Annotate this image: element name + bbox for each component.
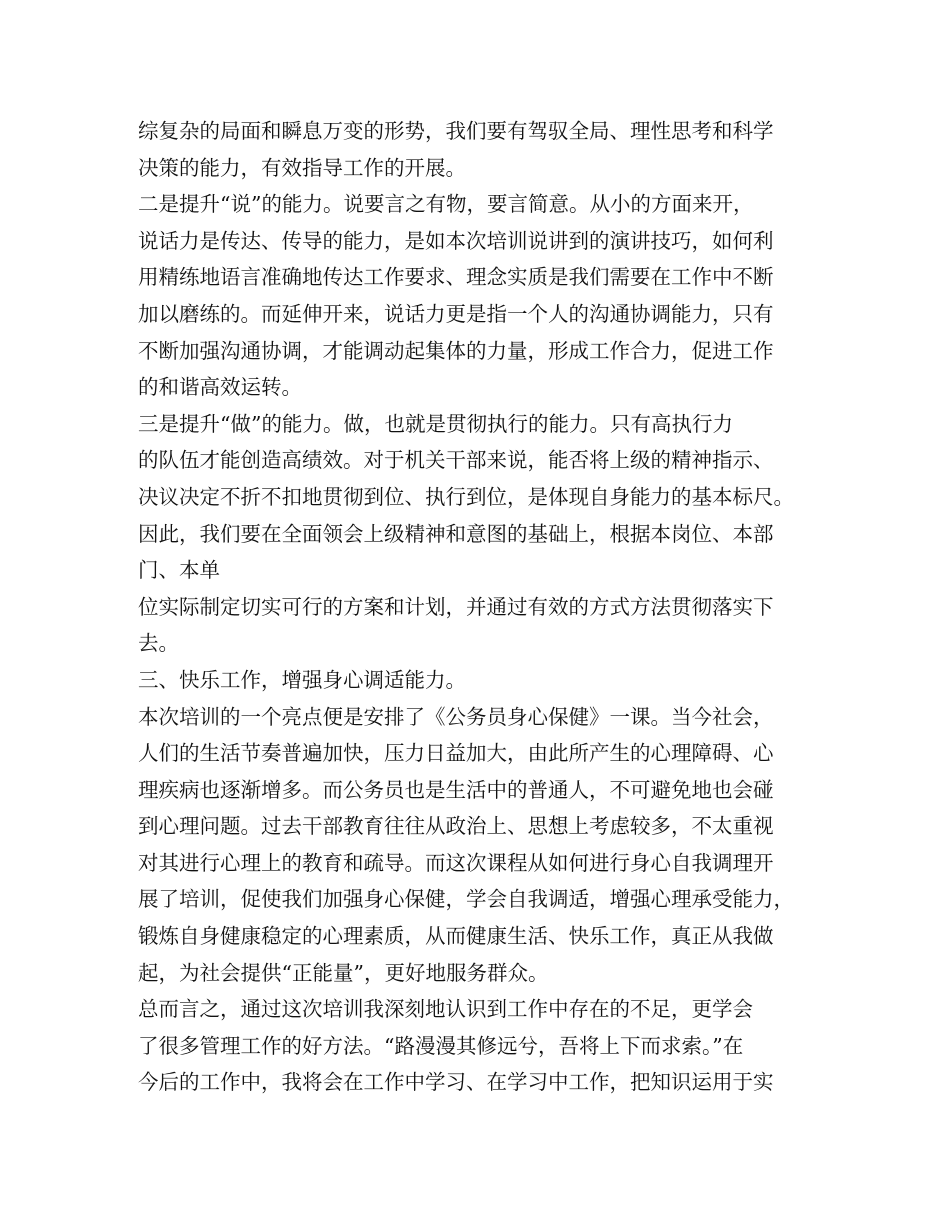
text-line: 本次培训的一个亮点便是安排了《公务员身心保健》一课。当今社会， bbox=[138, 704, 774, 729]
text-line: 位实际制定切实可行的方案和计划，并通过有效的方式方法贯彻落实下 bbox=[138, 594, 774, 619]
text-line: 展了培训，促使我们加强身心保健，学会自我调适，增强心理承受能力， bbox=[138, 887, 794, 912]
text-line: 门、本单 bbox=[138, 558, 220, 583]
text-line: 因此，我们要在全面领会上级精神和意图的基础上，根据本岗位、本部 bbox=[138, 521, 774, 546]
text-line: 综复杂的局面和瞬息万变的形势，我们要有驾驭全局、理性思考和科学 bbox=[138, 119, 774, 143]
text-line: 人们的生活节奏普遍加快，压力日益加大，由此所产生的心理障碍、心 bbox=[138, 741, 774, 766]
text-line: 的和谐高效运转。 bbox=[138, 375, 302, 400]
text-line: 锻炼自身健康稳定的心理素质，从而健康生活、快乐工作，真正从我做 bbox=[138, 924, 774, 949]
text-line: 加以磨练的。而延伸开来，说话力更是指一个人的沟通协调能力，只有 bbox=[138, 301, 774, 326]
text-line: 决策的能力，有效指导工作的开展。 bbox=[138, 155, 466, 180]
text-line: 三是提升“做”的能力。做，也就是贯彻执行的能力。只有高执行力 bbox=[138, 411, 733, 436]
text-line: 总而言之，通过这次培训我深刻地认识到工作中存在的不足，更学会 bbox=[138, 997, 753, 1022]
text-line: 今后的工作中，我将会在工作中学习、在学习中工作，把知识运用于实 bbox=[138, 1070, 774, 1095]
text-line: 不断加强沟通协调，才能调动起集体的力量，形成工作合力，促进工作 bbox=[138, 338, 774, 363]
text-line: 的队伍才能创造高绩效。对于机关干部来说，能否将上级的精神指示、 bbox=[138, 448, 774, 473]
text-line: 决议决定不折不扣地贯彻到位、执行到位，是体现自身能力的基本标尺。 bbox=[138, 484, 794, 509]
text-line: 理疾病也逐渐增多。而公务员也是生活中的普通人，不可避免地也会碰 bbox=[138, 777, 774, 802]
text-line: 起，为社会提供“正能量”，更好地服务群众。 bbox=[138, 960, 549, 985]
text-line: 说话力是传达、传导的能力，是如本次培训说讲到的演讲技巧，如何利 bbox=[138, 228, 774, 253]
text-line: 对其进行心理上的教育和疏导。而这次课程从如何进行身心自我调理开 bbox=[138, 850, 774, 875]
body-text bbox=[138, 113, 838, 1101]
text-line: 二是提升“说”的能力。说要言之有物，要言简意。从小的方面来开， bbox=[138, 192, 754, 217]
text-line: 去。 bbox=[138, 631, 179, 656]
text-line: 用精练地语言准确地传达工作要求、理念实质是我们需要在工作中不断 bbox=[138, 265, 774, 290]
text-line: 三、快乐工作，增强身心调适能力。 bbox=[138, 667, 466, 692]
text-line: 了很多管理工作的好方法。“路漫漫其修远兮，吾将上下而求索。”在 bbox=[138, 1033, 744, 1058]
text-line: 到心理问题。过去干部教育往往从政治上、思想上考虑较多，不太重视 bbox=[138, 814, 774, 839]
